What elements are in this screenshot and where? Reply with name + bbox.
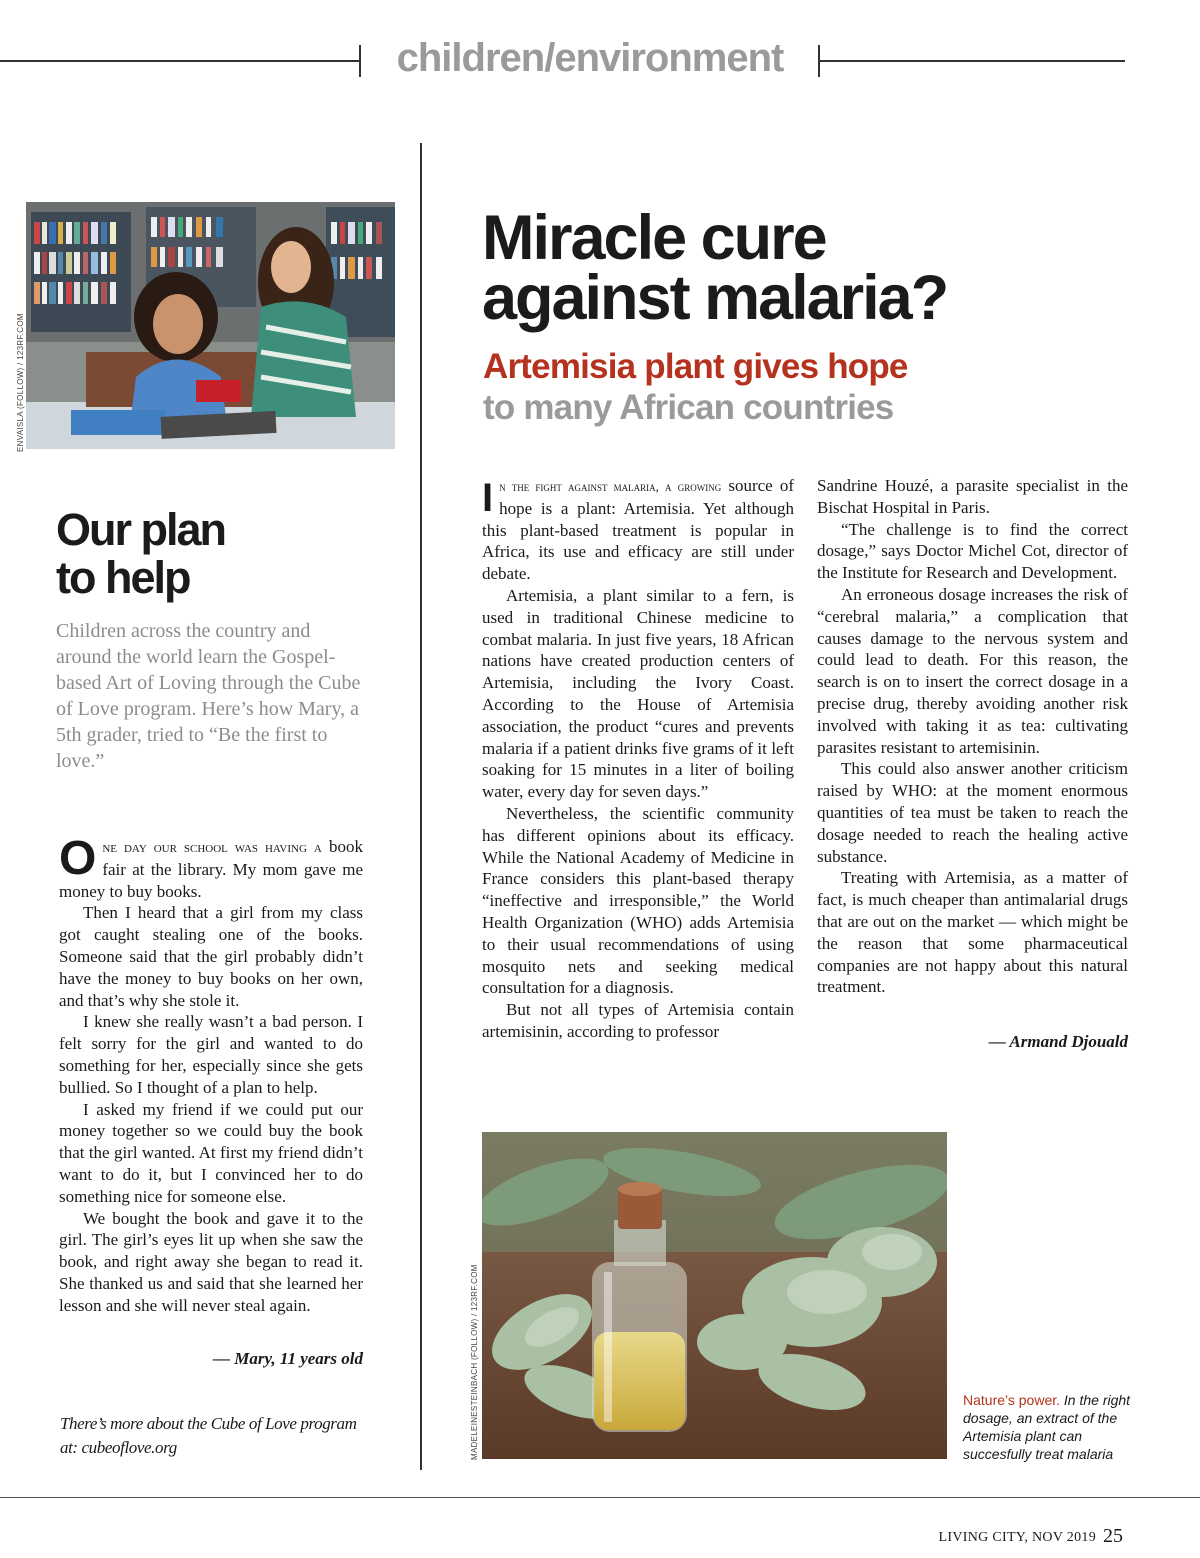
article-title <box>482 203 948 333</box>
article-col2-p1: “The challenge is to find the correct dosage,” says Doctor Michel Cot, director of the Institute for Research and Development. <box>817 519 1128 583</box>
article-title-line1: Miracle cure <box>482 203 826 273</box>
article-p4: But not all types of Artemisia contain artemisinin, according to professor <box>482 1000 794 1041</box>
article-title-line2: against malaria? <box>482 263 948 333</box>
footer-rule <box>0 1497 1200 1498</box>
caption-lead: Nature’s power. <box>963 1392 1061 1408</box>
column-divider <box>420 143 422 1470</box>
left-footer-note: There’s more about the Cube of Love program at: cubeoflove.org <box>60 1414 357 1457</box>
children-library-photo <box>26 202 395 449</box>
left-story-p3: I knew she really wasn’t a bad person. I felt sorry for the girl and wanted to do something for her, especially since she gets bullied. So I thought of a plan to help. <box>59 1012 363 1097</box>
article-subtitle-red: Artemisia plant gives hope <box>483 347 908 386</box>
article-p3: Nevertheless, the scientific community has different opinions about its efficacy. While the National Academy of Medicine in France considers this plant-based therapy “ineffective and irresponsible,” the World Health Organization (WHO) adds Artemisia to their usual recommendations of using mosquito nets and seeking medical consultation for a diagnosis. <box>482 803 794 998</box>
header-rule-left-tick <box>359 45 361 77</box>
page-number: 25 <box>1103 1525 1123 1547</box>
article-dropcap: I <box>482 476 494 520</box>
left-title <box>56 506 225 602</box>
header-rule-right <box>818 60 1125 62</box>
left-story-p1 <box>59 832 363 902</box>
article-col2-p3: This could also answer another criticism raised by WHO: at the moment enormous quantities of tea must be taken to reach the dosage needed to reach the healing active substance. <box>817 759 1128 866</box>
article-col2-p4: Treating with Artemisia, as a matter of fact, is much cheaper than antimalarial drugs that are out on the market — which might be the reason that some pharmaceutical companies are not happy about this natural treatment. <box>817 868 1128 997</box>
left-story <box>59 832 363 1317</box>
left-dropcap: O <box>59 832 97 885</box>
left-lead-caps: ne day our school was having a <box>102 839 322 856</box>
left-photo-credit: ENVAISLA (FOLLOW) / 123RF.COM <box>16 313 25 452</box>
article-p2: Artemisia, a plant similar to a fern, is used in traditional Chinese medicine to combat malaria. In just five years, 18 African nations have created production centers of Artemisia, including the Ivory Coast. According to the House of Artemisia association, the product “cures and prevents malaria if a patient drinks five grams of it left soaking for 15 minutes in a liter of boiling water, every day for seven days.” <box>482 585 794 802</box>
article-col2-p2: An erroneous dosage increases the risk of “cerebral malaria,” a complication that causes damage to the nervous system and could lead to death. For this reason, the search is on to insert the correct dosage in a precise drug, thereby avoiding another risk involved with taking it as tea: cultivating parasites resistant to artemisinin. <box>817 584 1128 757</box>
article-col2-continuation: Sandrine Houzé, a parasite specialist in the Bischat Hospital in Paris. <box>817 476 1128 517</box>
left-story-p2: Then I heard that a girl from my class got caught stealing one of the books. Someone said that the girl probably didn’t have the money to buy books on her own, and that’s why she stole it. <box>59 903 363 1010</box>
article-subtitle-gray: to many African countries <box>483 388 894 427</box>
left-p1-rest: book fair at the library. My mom gave me money to buy books. <box>59 837 363 901</box>
left-story-p5: We bought the book and gave it to the girl. The girl’s eyes lit up when she saw the book, and right away she began to read it. She thanked us and said that she learned her lesson and she will never steal again. <box>59 1208 363 1315</box>
article-column-2 <box>817 475 1128 998</box>
right-photo-credit: MADELEINESTEINBACH (FOLLOW) / 123RF.COM <box>470 1264 479 1460</box>
left-title-line1: Our plan <box>56 504 226 555</box>
artemisia-oil-photo <box>482 1132 947 1459</box>
footer-publication: LIVING CITY, NOV 2019 <box>938 1530 1096 1545</box>
section-title: children/environment <box>396 36 784 80</box>
left-signature: — Mary, 11 years old <box>212 1349 363 1368</box>
article-signature: — Armand Djouald <box>988 1032 1128 1051</box>
article-column-1 <box>482 475 794 1043</box>
photo-caption <box>963 1391 1153 1463</box>
left-intro: Children across the country and around the world learn the Gospel-based Art of Loving through the Cube of Love program. Here’s how Mary, a 5th grader, tried to “Be the first to love.” <box>56 620 361 772</box>
article-p1-rest: source of hope is a plant: Artemisia. Yet although this plant-based treatment is popular in Africa, its use and efficacy are still under debate. <box>482 476 795 584</box>
left-story-p4: I asked my friend if we could put our money together so we could buy the book that the girl wanted. At first my friend didn’t want to do it, but I convinced her to do something nice for someone else. <box>59 1099 363 1206</box>
header-rule-left <box>0 60 360 62</box>
caption-text: In the right dosage, an extract of the Artemisia plant can succesfully treat malaria <box>963 1392 1131 1462</box>
left-title-line2: to help <box>56 552 190 603</box>
article-p1 <box>482 475 794 585</box>
article-lead-caps: n the fight against malaria, a growing <box>499 479 722 494</box>
